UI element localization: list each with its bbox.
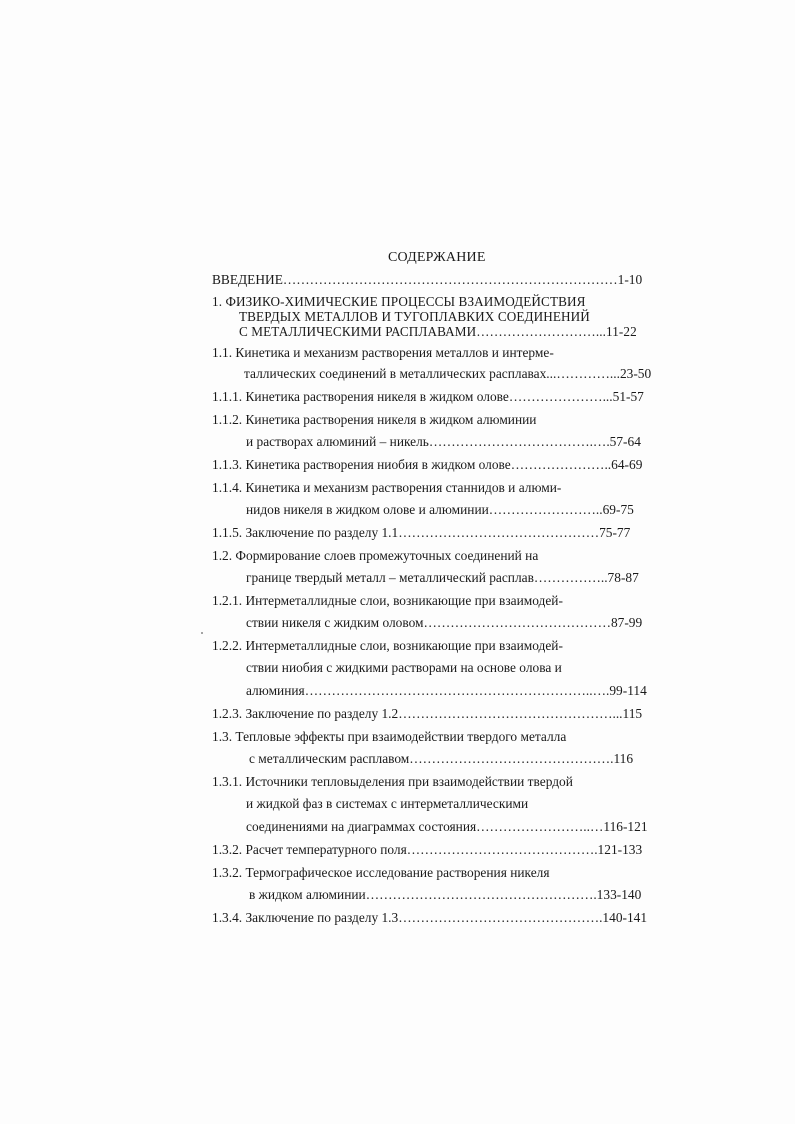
toc-entry-1-1-4-cont: нидов никеля в жидком олове и алюминии……………………..69-75: [246, 502, 634, 517]
toc-entry-chapter-1-cont: ТВЕРДЫХ МЕТАЛЛОВ И ТУГОПЛАВКИХ СОЕДИНЕНИЙ: [239, 309, 590, 324]
toc-entry-chapter-1: 1. ФИЗИКО-ХИМИЧЕСКИЕ ПРОЦЕССЫ ВЗАИМОДЕЙСТВИЯ: [212, 294, 586, 309]
toc-entry-1-1-2-cont: и растворах алюминий – никель……………………………….….57-64: [246, 434, 641, 449]
toc-entry-1-2-1: 1.2.1. Интерметаллидные слои, возникающие при взаимодей-: [212, 593, 563, 608]
toc-entry-1-1-3: 1.1.3. Кинетика растворения ниобия в жидком олове…………………..64-69: [212, 457, 643, 472]
toc-entry-1-2-3: 1.2.3. Заключение по разделу 1.2…………………………………………...115: [212, 706, 643, 721]
toc-entry-1-1: 1.1. Кинетика и механизм растворения металлов и интерме-: [212, 345, 554, 360]
toc-entry-1-3-1-cont: и жидкой фаз в системах с интерметаллическими: [246, 796, 529, 811]
toc-entry-1-1-cont: таллических соединений в металлических расплавах...…………...23-50: [244, 366, 652, 381]
toc-entry-1-3-1: 1.3.1. Источники тепловыделения при взаимодействии твердой: [212, 774, 573, 789]
toc-entry-chapter-1-cont: С МЕТАЛЛИЧЕСКИМИ РАСПЛАВАМИ………………………...11-22: [239, 324, 637, 339]
toc-entry-1-2-cont: границе твердый металл – металлический расплав……………..78-87: [246, 570, 639, 585]
toc-entry-1-3-4: 1.3.4. Заключение по разделу 1.3……………………………………….140-141: [212, 910, 648, 925]
toc-entry-1-1-4: 1.1.4. Кинетика и механизм растворения станнидов и алюми-: [212, 480, 562, 495]
toc-entry-1-3-2b: 1.3.2. Термографическое исследование растворения никеля: [212, 865, 550, 880]
toc-entry-1-3-cont: с металлическим расплавом……………………………………….116: [249, 751, 634, 766]
toc-title: СОДЕРЖАНИЕ: [388, 250, 486, 265]
toc-entry-1-2-2-cont: алюминия………………………………………………………..….99-114: [246, 683, 647, 698]
toc-entry-1-3-1-cont: соединениями на диаграммах состояния……………………..…116-121: [246, 819, 648, 834]
toc-entry-1-3-2: 1.3.2. Расчет температурного поля…………………………………….121-133: [212, 842, 643, 857]
toc-entry-introduction: ВВЕДЕНИЕ…………………………………………………………………1-10: [212, 272, 643, 287]
scan-speck: [201, 632, 203, 634]
toc-entry-1-1-5: 1.1.5. Заключение по разделу 1.1………………………………………75-77: [212, 525, 631, 540]
toc-entry-1-2-2: 1.2.2. Интерметаллидные слои, возникающие при взаимодей-: [212, 638, 563, 653]
toc-entry-1-1-2: 1.1.2. Кинетика растворения никеля в жидком алюминии: [212, 412, 537, 427]
toc-entry-1-2-1-cont: ствии никеля с жидким оловом……………………………………87-99: [246, 615, 643, 630]
toc-entry-1-2: 1.2. Формирование слоев промежуточных соединений на: [212, 548, 539, 563]
toc-entry-1-2-2-cont: ствии ниобия с жидкими растворами на основе олова и: [246, 660, 562, 675]
toc-entry-1-1-1: 1.1.1. Кинетика растворения никеля в жидком олове…………………...51-57: [212, 389, 644, 404]
toc-entry-1-3-2b-cont: в жидком алюминии…………………………………………….133-140: [249, 887, 642, 902]
toc-entry-1-3: 1.3. Тепловые эффекты при взаимодействии твердого металла: [212, 729, 567, 744]
